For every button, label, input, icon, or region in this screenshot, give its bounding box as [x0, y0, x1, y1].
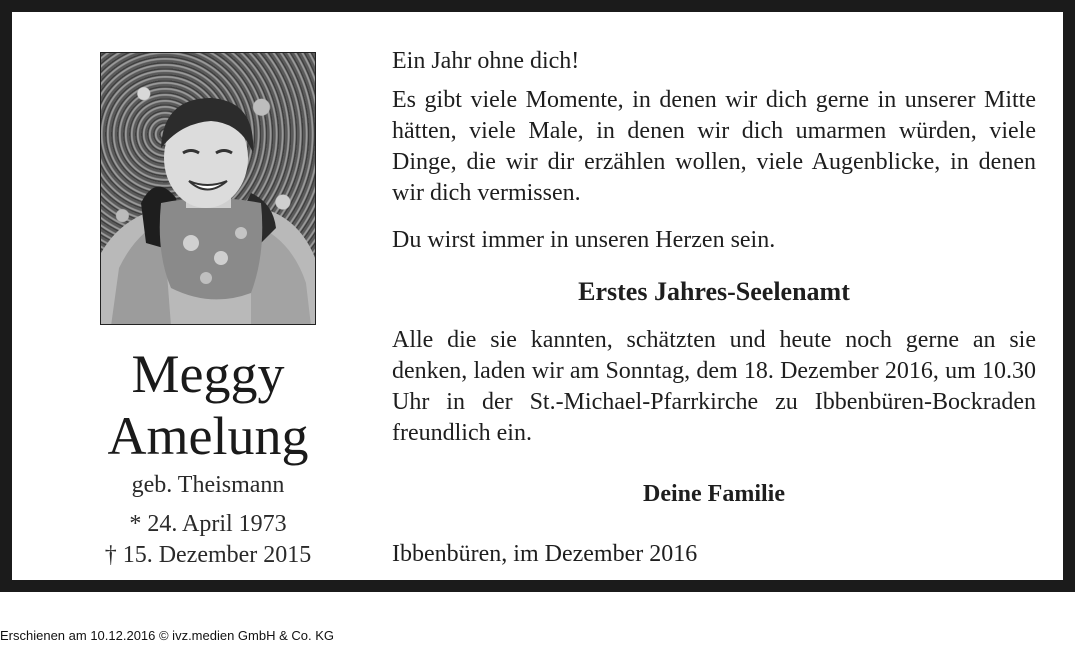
place-date: Ibbenbüren, im Dezember 2016 — [392, 541, 698, 567]
maiden-name: geb. Theismann — [131, 472, 285, 498]
portrait-figure — [101, 53, 316, 325]
intro-line: Ein Jahr ohne dich! — [392, 48, 580, 74]
invitation-paragraph: Alle die sie kannten, schätzten und heute noch gerne an sie denken, laden wir am Sonntag, dem 18. Dezember 2016, um 10.30 Uhr in der St.-Michael-Pfarrkirche zu Ibbenbüren-Bockraden freundlich ein. — [392, 327, 1036, 446]
death-date: † 15. Dezember 2015 — [104, 542, 312, 568]
signature: Deine Familie — [643, 481, 785, 507]
message-paragraph-2: Du wirst immer in unseren Herzen sein. — [392, 227, 776, 253]
last-name: Amelung — [107, 406, 309, 466]
birth-date: * 24. April 1973 — [129, 511, 287, 537]
event-heading: Erstes Jahres-Seelenamt — [578, 277, 850, 306]
message-paragraph-1: Es gibt viele Momente, in denen wir dich gerne in unserer Mitte hätten, viele Male, in denen wir dich umarmen würden, viele Dinge, die wir dir erzählen wollen, viele Augenblicke, in denen wir dich vermissen. — [392, 87, 1036, 206]
portrait-photo — [100, 52, 316, 325]
publication-footer: Erschienen am 10.12.2016 © ivz.medien GmbH & Co. KG — [0, 628, 335, 643]
first-name: Meggy — [131, 344, 285, 404]
